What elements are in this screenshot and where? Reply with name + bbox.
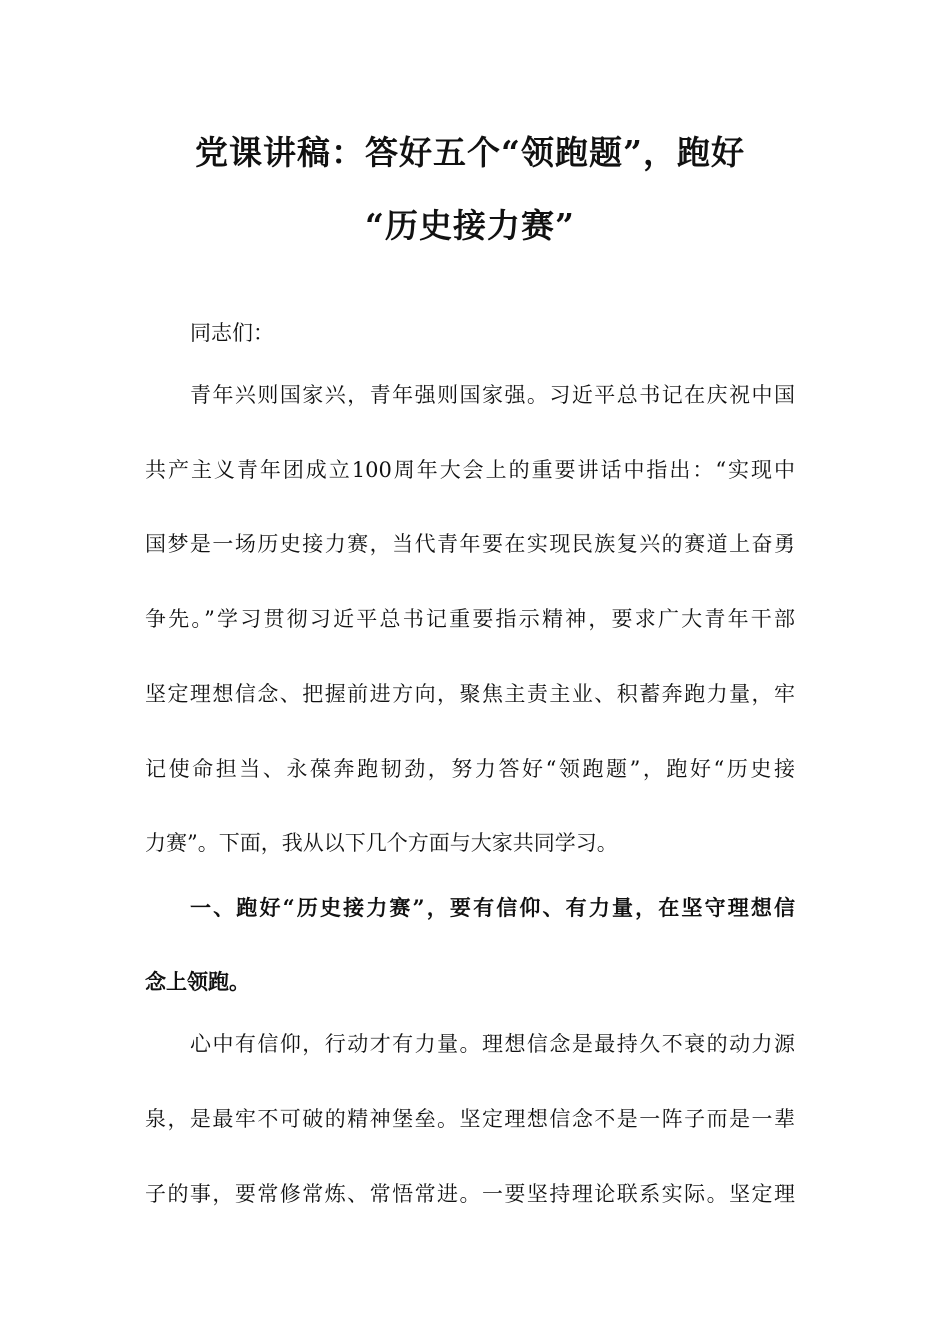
- document-title-line-1: 党课讲稿：答好五个“领跑题”，跑好: [195, 133, 745, 172]
- salutation: 同志们：: [190, 321, 274, 345]
- paragraph-2-line-2: 泉，是最牢不可破的精神堡垒。坚定理想信念不是一阵子而是一辈: [145, 1107, 795, 1131]
- paragraph-1-line-4: 争先。”学习贯彻习近平总书记重要指示精神，要求广大青年干部: [145, 607, 795, 631]
- paragraph-1-line-5: 坚定理想信念、把握前进方向，聚焦主责主业、积蓄奔跑力量，牢: [145, 682, 795, 706]
- paragraph-1-line-7: 力赛”。下面，我从以下几个方面与大家共同学习。: [145, 831, 618, 855]
- paragraph-1-line-6: 记使命担当、永葆奔跑韧劲，努力答好“领跑题”，跑好“历史接: [145, 757, 795, 781]
- paragraph-2-line-1: 心中有信仰，行动才有力量。理想信念是最持久不衰的动力源: [190, 1032, 795, 1056]
- paragraph-1-line-2: 共产主义青年团成立100周年大会上的重要讲话中指出：“实现中: [145, 458, 795, 482]
- paragraph-2-line-3: 子的事，要常修常炼、常悟常进。一要坚持理论联系实际。坚定理: [145, 1182, 795, 1206]
- paragraph-1-line-1: 青年兴则国家兴，青年强则国家强。习近平总书记在庆祝中国: [190, 383, 795, 407]
- section-heading-1-line-2: 念上领跑。: [145, 969, 250, 994]
- paragraph-1-line-3: 国梦是一场历史接力赛，当代青年要在实现民族复兴的赛道上奋勇: [145, 532, 795, 556]
- section-heading-1-line-1: 一、跑好“历史接力赛”，要有信仰、有力量，在坚守理想信: [190, 895, 795, 920]
- document-title-line-2: “历史接力赛”: [365, 206, 575, 245]
